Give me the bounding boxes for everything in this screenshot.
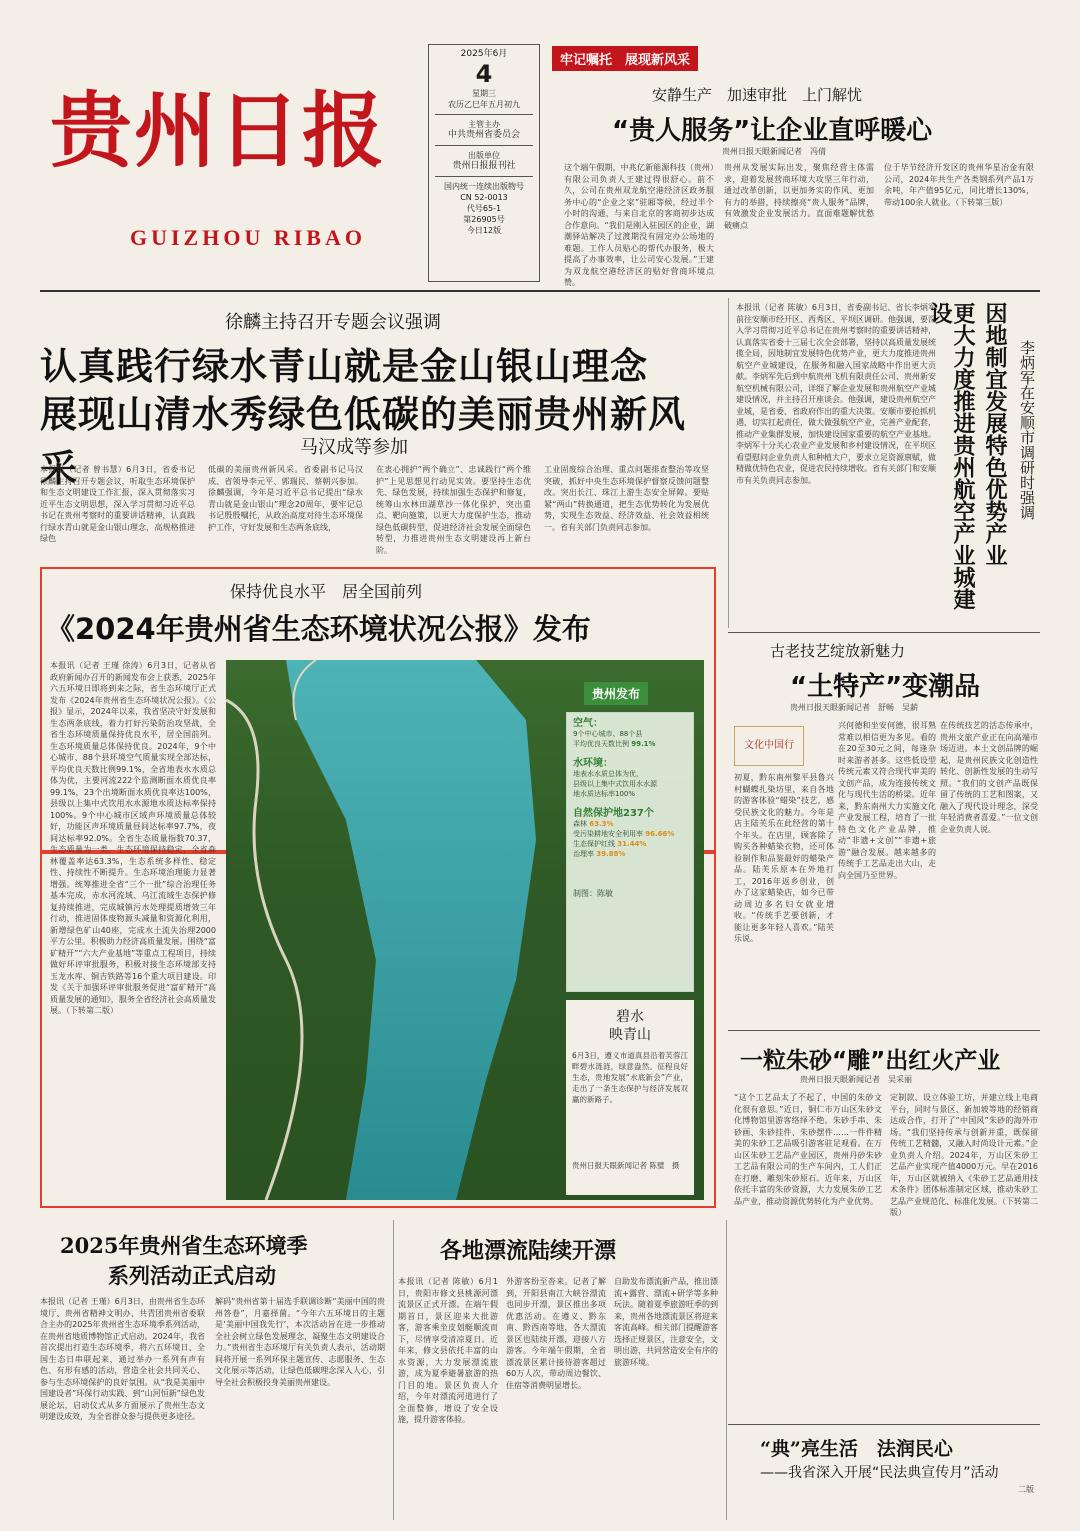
footer-sub: ——我省深入开展“民法典宣传月”活动 <box>760 1465 999 1481</box>
caption-title-2: 映青山 <box>609 1027 651 1043</box>
issue-number: 第26905号 <box>463 215 505 224</box>
right-vertical-story <box>736 300 1040 628</box>
forest-value: 63.3% <box>589 820 614 828</box>
divider-right-mid <box>728 632 1040 633</box>
footer-page-ref: 二版 <box>1018 1485 1034 1494</box>
divider-footer-right <box>728 1424 1040 1425</box>
lead-sub: 马汉成等参加 <box>300 437 408 458</box>
heritage-byline: 贵州日报天眼新闻记者 舒畅 吴薪 <box>790 703 918 712</box>
heritage-logo-text: 文化中国行 <box>744 740 794 751</box>
masthead <box>40 40 420 250</box>
heritage-kicker: 古老技艺绽放新魅力 <box>770 642 906 660</box>
cinnabar-col2: 定制款、设立体验工坊，并建立线上电商平台，同时与景区、新加坡等地的经销商达成合作，打开了“中国风”朱砂的海外市场。“我们坚持传承与创新并重，既保留传统工艺精髓，又融入时尚设计元素。”企业负责人介绍。2024年，万山区朱砂工艺品产业实现产值4000万元。早在2016年，万山区就被纳入《朱砂工艺品通用技术条件》团体标准制定区域，推动朱砂工艺品产业规范化、标准化发展。（下转第二版） <box>890 1093 1038 1217</box>
forest-label: 森林 <box>573 820 587 828</box>
lead-col3: 在衷心拥护“两个确立”、忠诚践行“两个维护”上见思想见行动见实效。要坚持生态优先、绿色发展，持续加强生态保护和修复，统筹山水林田湖草沙一体化保护，突出重点、靶向施策，以更大力度保护生态，推动绿色低碳转型，促进经济社会发展全面绿色转型，力推进贵州生态文明建设再上新台阶。 <box>376 465 531 555</box>
right-vertical-line2: 更大力度推进贵州航空产业城建设 <box>927 302 975 610</box>
feature-body: 本报讯（记者 王瑾 徐涛）6月3日，记者从省政府新闻办召开的新闻发布会上获悉，2025年六五环境日即将到来之际，省生态环境厅正式发布《2024年贵州省生态环境状况公报》。《公报》显示，2024年以来，我省坚决守好发展和生态两条底线，着力打好污染防治攻坚战，全省生态环境质量保持优良水平，居全国前列。生态环境质量总体保持优良。2024年，9个中心城市、88个县环境空气质量实现全部达标，平均优良天数比例99.1%，全省地表水水质总体为优，主要河流222个监测断面水质优良率99.1%，23个出境断面水质优良率达100%，县级以上集中式饮用水水源地水质达标率保持100%。9个中心城市区域声环境质量总体较好，功能区声环境质量昼间达标率97.7%，夜间达标率92.0%。全省生态质量指数70.37，生态质量为一类。生态环境保持稳定，全省森林覆盖率达63.3%，生态系统多样性、稳定性、持续性不断提升。生态环境治理能力显著增强。统筹推进全省“三个一批”综合治理任务基本完成，赤水河流域、乌江流域生态保护修复持续推进，完成城镇污水处理提质增效三年行动，推进固体废物源头减量和资源化利用，新增绿色矿山40座，完成水土流失治理2000平方公里。积极助力经济高质量发展。围绕“富矿精开”“六大产业基地”等重点工程项目，持续做好环评审批服务，积极对接生态环境部支持玉龙水库、铜吉铁路等16个重大项目建设。印发《关于加强环评审批服务促进“富矿精开”高质量发展的通知》，服务全省经济社会高质量发展。（下转第二版） <box>50 661 216 1015</box>
top-right-kicker: 安静生产 加速审批 上门解忧 <box>652 86 863 104</box>
feature-headline: 《2024年贵州省生态环境状况公报》发布 <box>46 612 591 646</box>
lead-kicker: 徐麟主持召开专题会议强调 <box>225 312 441 333</box>
ecoseason-headline-1: 2025年贵州省生态环境季 <box>60 1233 308 1258</box>
masthead-title: 贵州日报 <box>50 83 387 179</box>
rafting-col2: 外游客纷至沓来。记者了解到，开阳县南江大峡谷漂流也同步开漂，景区推出多项优惠活动。在遵义、黔东南、黔西南等地，各大漂流景区也陆续开漂，迎接八方游客。今年端午假期，全省漂流景区累计接待游客超过60万人次，带动周边餐饮、住宿等消费明显增长。 <box>506 1277 606 1390</box>
cinnabar-story <box>730 1034 1040 1422</box>
publisher-label: 出版单位 <box>468 151 500 160</box>
heritage-headline: “土特产”变潮品 <box>790 672 981 702</box>
top-right-col2: 贵州从发展实际出发，聚焦经营主体需求，迎着发展营商环境大攻坚三年行动，通过改革创新，以更加务实的作风、更加有力的举措，持续擦亮“贵人服务”品牌，有效激发企业发展活力。直面难题解忧愁破痛点 <box>724 163 874 230</box>
green-label: 生态保护红线 <box>573 840 615 848</box>
right-vertical-line1: 因地制宜发展特色优势产业 <box>982 302 1007 566</box>
soil-value: 96.66% <box>645 830 675 838</box>
divider-bottom-1 <box>393 1220 394 1520</box>
water-line1: 地表水水质总体为优， <box>573 770 643 778</box>
right-vertical-kicker: 李炳军在安顺市调研时强调 <box>1018 340 1036 520</box>
footer-kicker: “典”亮生活 法润民心 <box>760 1438 953 1460</box>
lead-col4: 工业固废综合治理、重点问题排查整治等攻坚突破，抓好中央生态环境保护督察反馈问题整改。突出长江、珠江上游生态安全屏障。要贴紧“两山”转换通道，把生态优势转化为发展优势，实现生态效益、经济效益、社会效益相统一。省有关部门负责同志参加。 <box>544 465 709 532</box>
date-day: 4 <box>475 60 493 88</box>
date-lunar: 农历乙巳年五月初九 <box>448 100 520 109</box>
air-value: 99.1% <box>631 740 656 748</box>
river-value: 39.88% <box>596 850 626 858</box>
masthead-pinyin: GUIZHOU RIBAO <box>130 225 366 250</box>
top-right-col3: 位于毕节经济开发区的贵州华星冶金有限公司，2024年共生产各类钢系列产品1万余吨，年产值95亿元，同比增长130%，带动100余人就业。（下转第三版） <box>884 163 1034 207</box>
publisher: 贵州日报报刊社 <box>452 161 516 171</box>
rafting-story <box>398 1220 720 1520</box>
cinnabar-byline: 贵州日报天眼新闻记者 吴采丽 <box>800 1075 912 1084</box>
sponsor: 中共贵州省委员会 <box>447 130 520 140</box>
soil-label: 受污染耕地安全利用率 <box>573 830 643 838</box>
ecoseason-col2: 解码”贵州省第十届选手联调诊断“美丽中国的贵州答卷”，月嘉择菌。“今年六五环境日的主题是‘美丽中国我先行’，本次活动旨在进一步推动全社会树立绿色发展理念，凝聚生态文明建设合力。”贵州省生态环境厅有关负责人表示，活动期间将开展一系列环保主题宣传、志愿服务、生态文化展示等活动，让绿色低碳理念深入人心，引导全社会积极投身美丽贵州建设。 <box>215 1297 385 1387</box>
rafting-headline: 各地漂流陆续开漂 <box>440 1238 617 1264</box>
air-title: 空气： <box>573 718 603 729</box>
ecoseason-col1: 本报讯（记者 王瑾）6月3日，由贵州省生态环境厅、贵州省精神文明办、共青团贵州省委联合主办的2025年贵州省生态环境季系列活动，在贵州省地质博物馆正式启动。2024年，我省首次提出打造生态环境季，将六五环境日、全国生态日串联起来，通过举办一系列有声有色、有形有感的活动，营造全社会共同关心、参与生态环境保护的良好氛围。从“我是美丽中国建设者”环保行动实践、到“山河恒新”绿色发展论坛，启动仪式从多方面展示了贵州生态文明建设成效，为全省群众参与提供更多途径。 <box>40 1297 205 1421</box>
water-line2: 县级以上集中式饮用水水源 <box>573 780 657 788</box>
heritage-story <box>730 636 1040 1026</box>
ecoseason-story <box>40 1220 390 1520</box>
heritage-col1: 初夏，黔东南州黎平县鲁兴村蝴蝶扎染坊里，来自各地的游客体验“蜡染”技艺，感受民族文化的魅力。今年是店主陆芙乐在此经营的第十个年头。在店里，顾客除了购买各种蜡染衣物，还可体验制作和品鉴最好的蜡染产品。陆芙乐原本在外地打工，2016年返乡创业，创办了这家蜡染店，如今已带动周边多名妇女就业增收。“传统手艺要创新，才能让更多年轻人喜欢。”陆芙乐说。 <box>734 773 834 943</box>
air-line2: 平均优良天数比例 <box>573 740 629 748</box>
green-value: 31.44% <box>617 840 647 848</box>
stats-card <box>566 712 694 992</box>
river-label: 治理率 <box>573 850 594 858</box>
issn-label: 国内统一连续出版物号 <box>444 182 524 191</box>
feature-kicker: 保持优良水平 居全国前列 <box>230 582 423 601</box>
lead-col1: 本报讯（记者 曾书慧）6月3日，省委书记徐麟主持召开专题会议，听取生态环境保护和生态文明建设工作汇报，深入贯彻落实习近平生态文明思想，深入学习贯彻习近平总书记在贵州考察时的重要讲话精神，认真践行绿水青山就是金山银山理念，高规格推进绿色 <box>40 465 195 543</box>
photo-caption-box <box>566 1000 694 1195</box>
right-vertical-body: 本报讯（记者 陈敏）6月3日，省委副书记、省长李炳军前往安顺市经开区、西秀区、平坝区调研。他强调，要深入学习贯彻习近平总书记在贵州考察时的重要讲话精神，认真落实省委十三届七次全会部署，坚持以高质量发展统揽全局，因地制宜发展特色优势产业，更大力度推进贵州航空产业城建设，在服务和融入国家战略中作出更大贡献。李炳军先后到中航贵州飞机有限责任公司、贵州新安航空机械有限公司，详细了解企业发展和贵州航空产业城建设情况，并主持召开座谈会。他强调，建设贵州航空产业城，是省委、省政府作出的重大决策。安顺市要抢抓机遇，切实扛起责任，做大做强航空产业，完善产业配套，推动产业集群发展，加快建设国家重要的航空产业基地。李炳军十分关心农业产业发展和乡村建设情况，在平坝区看望慰问企业负责人和种植大户，要求立足资源禀赋，做精做优特色农业，促进农民持续增收。省有关部门和安顺市有关负责同志参加。 <box>736 303 936 485</box>
top-right-headline: “贵人服务”让企业直呼暖心 <box>612 116 933 146</box>
water-title: 水环境： <box>573 758 613 769</box>
photo-tag: 贵州发布 <box>584 682 648 705</box>
lead-headline-1: 认真践行绿水青山就是金山银山理念 <box>40 345 648 388</box>
rafting-col1: 本报讯（记者 陈敏）6月1日，贵阳市修文县桃源河漂流景区正式开漂。在端午假期首日，景区迎来大批游客，游客乘坐皮划艇顺流而下，尽情享受清凉夏日。近年来，修文县依托丰富的山水资源，大力发展漂流旅游，成为夏季避暑旅游的热门目的地。景区负责人介绍，今年对漂流河道进行了全面整修，增设了安全设施，提升游客体验。 <box>398 1277 498 1424</box>
cinnabar-col1: “这个工艺品太了不起了，中国的朱砂文化很有意思。”近日，铜仁市万山区朱砂文化博物馆里游客络绎不绝。朱砂手串、朱砂画、朱砂挂件、朱砂摆件……一件件精美的朱砂工艺品吸引游客驻足观看。在万山区朱砂工艺品产业园区，贵州丹砂朱砂工艺品有限公司的生产车间内，工人们正在打磨、雕刻朱砂原石。近年来，万山区依托丰富的朱砂资源，大力发展朱砂工艺品产业，推动资源优势转化为产业优势。 <box>734 1093 882 1206</box>
divider-cinnabar <box>728 1030 1040 1031</box>
rafting-col3: 自助发布漂流新产品，推出漂流+露营、漂流+研学等多种玩法。随着夏季旅游旺季的到来，贵州各地漂流景区将迎来客流高峰。相关部门提醒游客选择正规景区，注意安全，文明出游，共同营造安全有序的旅游环境。 <box>614 1277 718 1367</box>
ecoseason-headline-2: 系列活动正式启动 <box>108 1263 276 1288</box>
divider-vertical-right <box>728 298 729 628</box>
cn-number: CN 52-0013 <box>460 193 508 202</box>
lead-col2: 低碳的美丽贵州新风采。省委副书记马汉成、省领导李元平、郭瑞民、蔡朝兴参加。徐麟强调，今年是习近平总书记提出“绿水青山就是金山银山”理念20周年，要牢记总书记殷殷嘱托，从政治高度对待生态环境保护工作，守好发展和生态两条底线， <box>208 465 363 532</box>
divider-bottom-2 <box>726 1220 727 1520</box>
water-line3: 地水质达标率100% <box>573 790 636 798</box>
footer-right-story <box>730 1428 1040 1523</box>
lead-story <box>40 300 720 562</box>
divider-masthead <box>40 290 1040 292</box>
photo-caption-credit: 贵州日报天眼新闻记者 陈璧 摄 <box>572 1161 680 1170</box>
air-line1: 9个中心城市、88个县 <box>573 730 643 738</box>
caption-title-1: 碧水 <box>616 1009 644 1025</box>
reserve-title: 自然保护地237个 <box>573 808 654 819</box>
date-year-month: 2025年6月 <box>460 49 508 59</box>
date-weekday: 星期三 <box>472 89 496 98</box>
heritage-col3: 在传统技艺的活态传承中，贵州文旅产业正在向高端市场迈进。本土文创品牌的崛起，是贵州民族文化创造性转化、创新性发展的生动写照。“我们的文创产品既保留了传统的工艺和图案，又融入了现代设计理念，深受年轻消费者喜爱。”一位文创企业负责人说。 <box>940 721 1038 834</box>
cinnabar-headline: 一粒朱砂“雕”出红火产业 <box>740 1048 1001 1074</box>
top-right-col1: 这个端午假期，中兆亿新能源科技（贵州）有限公司负责人王建过得很舒心。前不久，公司在贵州双龙航空港经济区政务服务中心的“企业之家”驻厢等候，经过半个小时的沟通，与来自北京的客商初步达成合作意向。“我们是刚入驻园区的企业，湖潮驿站解决了过渡期没有固定办公场地的难题。工作人员贴心的帮代办服务，极大提高了办事效率，让公司安心发展。”王建为双龙航空港经济区的贴好营商环境点赞。 <box>564 163 714 287</box>
heritage-col2: 兴何德和坐安何德，很耳熟常难以相信更为多见。看的在20至30元之间，每逢杂时来游者甚多。这些低设型传统元素又符合现代审美的文创产品，成为连接传统文化与现代生活的桥梁。近年来，黔东南州大力实施文化产业发展工程，培育了一批特色文化产业品牌，推动“非遗+文创”“非遗+旅游”融合发展。越来越多的传统手工艺品走出大山，走向全国乃至世界。 <box>838 721 936 880</box>
date-box <box>428 44 540 282</box>
sponsor-label: 主管主办 <box>468 120 500 129</box>
feature-photo <box>226 660 704 1200</box>
postal-code: 代号65-1 <box>466 204 502 213</box>
heritage-logo <box>734 726 804 766</box>
card-credit: 制图：陈敏 <box>573 889 613 898</box>
top-right-byline: 贵州日报天眼新闻记者 冯倩 <box>722 147 826 156</box>
column-tag: 牢记嘱托 展现新风采 <box>552 46 698 71</box>
lead-headline-2: 展现山清水秀绿色低碳的美丽贵州新风采 <box>40 393 686 490</box>
top-right-story <box>552 44 1052 287</box>
photo-caption: 6月3日，遵义市道真县沿着芙蓉江畔碧水涟涟，绿意盎然。征程良好生态，贵地发展“水底新会”产业，走出了一条生态保护与经济发展双赢的新路子。 <box>572 1051 688 1104</box>
page-count: 今日12版 <box>466 226 502 235</box>
